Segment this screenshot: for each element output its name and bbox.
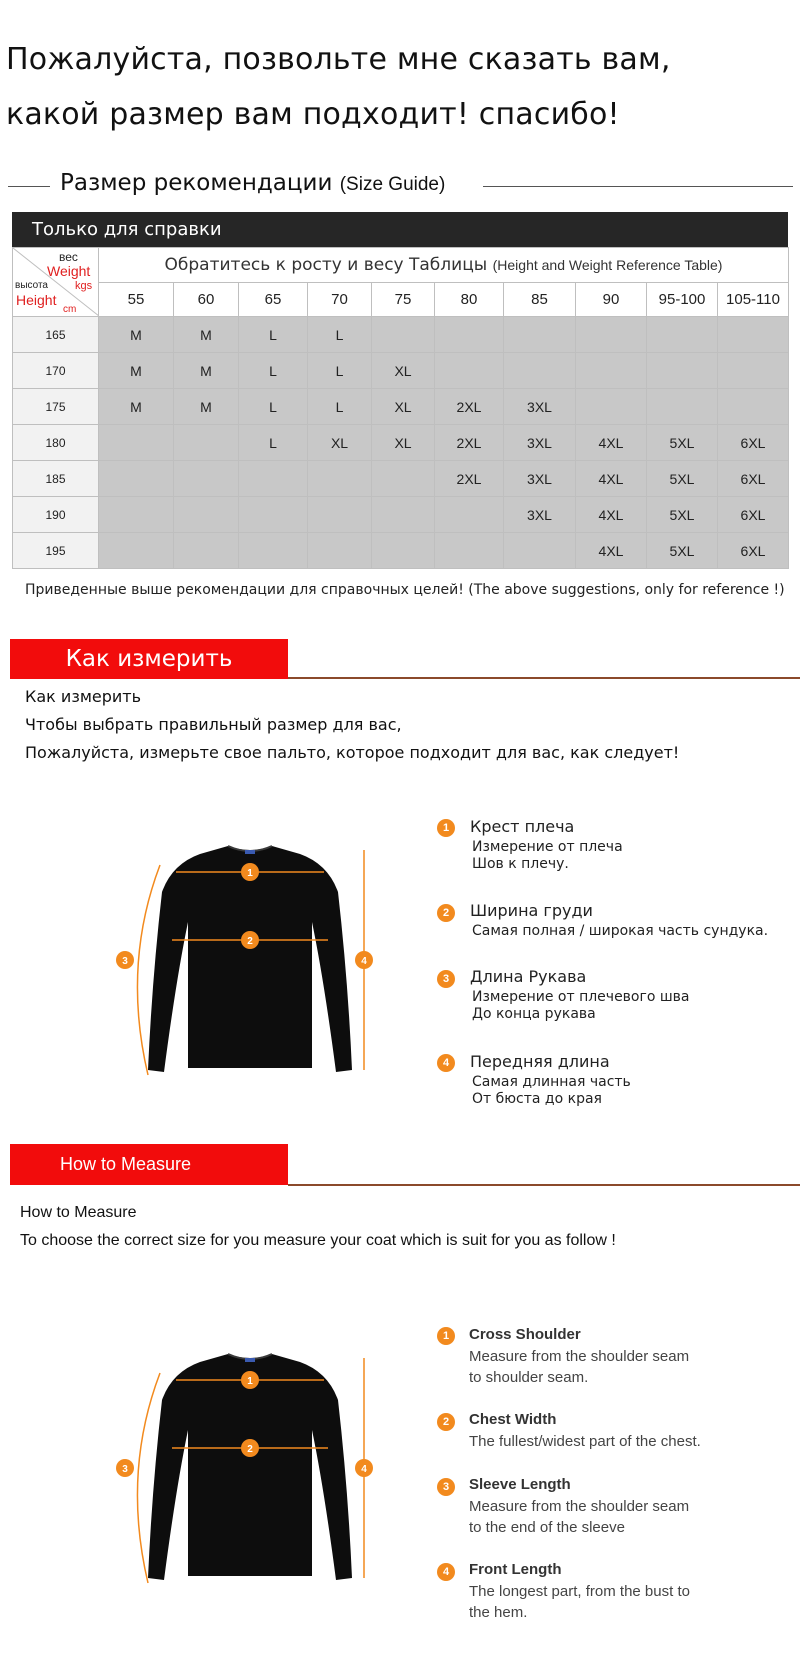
en-item-1-desc-2: to shoulder seam. — [469, 1369, 589, 1386]
weight-col-80: 80 — [435, 283, 504, 317]
size-cell — [99, 533, 174, 569]
en-item-3-badge: 3 — [437, 1478, 455, 1496]
size-cell — [504, 533, 576, 569]
en-item-2-desc-1: The fullest/widest part of the chest. — [469, 1433, 701, 1450]
size-cell — [435, 353, 504, 389]
size-cell: 3XL — [504, 461, 576, 497]
weight-col-75: 75 — [372, 283, 435, 317]
size-cell — [435, 317, 504, 353]
en-item-4-title: Front Length — [469, 1561, 562, 1578]
size-cell: 5XL — [647, 533, 718, 569]
corner-weight-unit: kgs — [75, 280, 93, 292]
size-guide-title-en: (Size Guide) — [339, 174, 446, 195]
weight-col-70: 70 — [308, 283, 372, 317]
size-cell: XL — [372, 425, 435, 461]
size-cell — [504, 353, 576, 389]
size-table-body — [13, 317, 789, 569]
ru-item-2-desc-1: Самая полная / широкая часть сундука. — [472, 923, 769, 939]
size-cell — [239, 497, 308, 533]
corner-weight-ru: вес — [59, 250, 78, 264]
row-height-label: 165 — [13, 317, 99, 353]
corner-height-unit: cm — [63, 304, 77, 315]
row-height-label: 185 — [13, 461, 99, 497]
size-cell — [576, 317, 647, 353]
en-item-4-desc-1: The longest part, from the bust to — [469, 1583, 690, 1600]
size-cell: L — [308, 353, 372, 389]
size-cell: 4XL — [576, 497, 647, 533]
size-cell: 4XL — [576, 461, 647, 497]
size-table — [12, 247, 789, 569]
en-item-4-desc-2: the hem. — [469, 1604, 528, 1621]
size-cell — [99, 425, 174, 461]
ru-item-1-badge: 1 — [437, 819, 455, 837]
size-cell: 5XL — [647, 461, 718, 497]
svg-text:4: 4 — [361, 956, 367, 967]
ru-line-2: Чтобы выбрать правильный размер для вас, — [25, 715, 402, 734]
intro-line-1: Пожалуйста, позвольте мне сказать вам, — [6, 42, 671, 77]
size-cell — [576, 389, 647, 425]
guide-rule-left — [8, 186, 50, 187]
size-cell: 6XL — [718, 497, 789, 533]
size-cell: M — [99, 353, 174, 389]
size-cell — [174, 497, 239, 533]
size-cell: XL — [372, 389, 435, 425]
size-cell — [99, 461, 174, 497]
size-cell — [718, 389, 789, 425]
ru-item-1-desc-1: Измерение от плеча — [472, 839, 623, 855]
size-cell: L — [239, 389, 308, 425]
size-cell — [718, 317, 789, 353]
weight-col-90: 90 — [576, 283, 647, 317]
size-cell — [435, 533, 504, 569]
table-corner-cell — [13, 248, 99, 317]
svg-text:2: 2 — [247, 936, 253, 947]
sweater-label — [245, 850, 255, 854]
ru-line-3: Пожалуйста, измерьте свое пальто, которое подходит для вас, как следует! — [25, 743, 680, 762]
size-cell: 3XL — [504, 497, 576, 533]
reference-title-ru: Обратитесь к росту и весу Таблицы — [164, 255, 488, 275]
size-cell: 5XL — [647, 425, 718, 461]
row-height-label: 195 — [13, 533, 99, 569]
en-item-3-desc-2: to the end of the sleeve — [469, 1519, 625, 1536]
size-cell — [174, 533, 239, 569]
table-row — [13, 389, 789, 425]
ru-item-1-title: Крест плеча — [470, 817, 575, 836]
size-cell: 6XL — [718, 533, 789, 569]
size-cell: 2XL — [435, 389, 504, 425]
size-cell: M — [174, 389, 239, 425]
size-cell — [647, 389, 718, 425]
size-cell: M — [99, 389, 174, 425]
size-cell — [308, 497, 372, 533]
section-banner-en: How to Measure — [10, 1144, 288, 1185]
size-cell: L — [239, 425, 308, 461]
reference-note: Приведенные выше рекомендации для справочных целей! (The above suggestions, only for reference !) — [25, 582, 785, 598]
en-item-4-badge: 4 — [437, 1563, 455, 1581]
en-line-2: To choose the correct size for you measure your coat which is suit for you as follow ! — [20, 1232, 616, 1249]
size-cell: 3XL — [504, 389, 576, 425]
size-cell — [718, 353, 789, 389]
size-cell: M — [174, 353, 239, 389]
weight-col-60: 60 — [174, 283, 239, 317]
ru-line-1: Как измерить — [25, 687, 142, 706]
en-item-1-badge: 1 — [437, 1327, 455, 1345]
en-item-3-desc-1: Measure from the shoulder seam — [469, 1498, 690, 1515]
table-header: Только для справки — [12, 212, 788, 247]
row-height-label: 175 — [13, 389, 99, 425]
size-cell: 6XL — [718, 461, 789, 497]
table-row — [13, 461, 789, 497]
ru-item-1-desc-2: Шов к плечу. — [472, 856, 569, 872]
size-cell: 2XL — [435, 425, 504, 461]
ru-item-3-title: Длина Рукава — [470, 967, 587, 986]
en-line-1: How to Measure — [20, 1204, 137, 1221]
section-rule-en — [288, 1184, 800, 1186]
size-cell: L — [308, 389, 372, 425]
weight-col-95-100: 95-100 — [647, 283, 718, 317]
weight-col-65: 65 — [239, 283, 308, 317]
size-cell — [372, 461, 435, 497]
size-cell — [174, 461, 239, 497]
corner-weight-en: Weight — [47, 263, 91, 279]
size-cell: 4XL — [576, 425, 647, 461]
size-cell — [647, 317, 718, 353]
table-row — [13, 497, 789, 533]
sweater-diagram-en — [100, 1338, 390, 1588]
size-cell: L — [239, 317, 308, 353]
en-item-1-title: Cross Shoulder — [469, 1326, 581, 1343]
row-height-label: 180 — [13, 425, 99, 461]
table-row — [13, 317, 789, 353]
size-cell — [308, 461, 372, 497]
en-item-2-badge: 2 — [437, 1413, 455, 1431]
en-item-1-desc-1: Measure from the shoulder seam — [469, 1348, 690, 1365]
size-cell — [372, 317, 435, 353]
size-guide-title-ru: Размер рекомендации — [60, 170, 333, 196]
svg-text:1: 1 — [247, 868, 253, 879]
corner-height-ru: высота — [15, 280, 48, 291]
svg-text:3: 3 — [122, 956, 128, 967]
table-row — [13, 533, 789, 569]
size-cell: 5XL — [647, 497, 718, 533]
size-cell — [372, 533, 435, 569]
weight-col-85: 85 — [504, 283, 576, 317]
ru-item-4-desc-1: Самая длинная часть — [472, 1074, 631, 1090]
reference-title-en: (Height and Weight Reference Table) — [492, 257, 723, 273]
size-cell — [647, 353, 718, 389]
guide-rule-right — [483, 186, 793, 187]
svg-text:4: 4 — [361, 1464, 367, 1475]
table-row — [13, 425, 789, 461]
reference-table-title — [99, 248, 789, 283]
size-cell — [239, 461, 308, 497]
sweater-label — [245, 1358, 255, 1362]
ru-item-3-desc-2: До конца рукава — [472, 1006, 596, 1022]
en-item-2-title: Chest Width — [469, 1411, 557, 1428]
corner-height-en: Height — [16, 292, 57, 308]
ru-item-2-title: Ширина груди — [470, 901, 593, 920]
ru-item-3-badge: 3 — [437, 970, 455, 988]
ru-item-4-badge: 4 — [437, 1054, 455, 1072]
ru-item-4-title: Передняя длина — [470, 1052, 610, 1071]
size-cell — [372, 497, 435, 533]
size-cell — [576, 353, 647, 389]
ru-item-2-badge: 2 — [437, 904, 455, 922]
size-cell: XL — [308, 425, 372, 461]
size-cell: M — [174, 317, 239, 353]
ru-item-3-desc-1: Измерение от плечевого шва — [472, 989, 690, 1005]
size-cell — [99, 497, 174, 533]
section-rule-ru — [288, 677, 800, 679]
size-cell — [239, 533, 308, 569]
svg-text:2: 2 — [247, 1444, 253, 1455]
size-cell: L — [239, 353, 308, 389]
size-cell: 4XL — [576, 533, 647, 569]
size-cell: 6XL — [718, 425, 789, 461]
size-cell — [174, 425, 239, 461]
svg-text:1: 1 — [247, 1376, 253, 1387]
size-cell: 2XL — [435, 461, 504, 497]
row-height-label: 170 — [13, 353, 99, 389]
section-banner-ru: Как измерить — [10, 639, 288, 679]
ru-item-4-desc-2: От бюста до края — [472, 1091, 602, 1107]
sweater-diagram-ru — [100, 830, 390, 1080]
size-guide-title — [60, 170, 445, 196]
weight-col-105-110: 105-110 — [718, 283, 789, 317]
table-row — [13, 353, 789, 389]
size-cell: 3XL — [504, 425, 576, 461]
size-cell: L — [308, 317, 372, 353]
intro-line-2: какой размер вам подходит! спасибо! — [6, 97, 620, 132]
en-item-3-title: Sleeve Length — [469, 1476, 571, 1493]
size-cell: XL — [372, 353, 435, 389]
row-height-label: 190 — [13, 497, 99, 533]
weight-col-55: 55 — [99, 283, 174, 317]
size-cell — [308, 533, 372, 569]
size-cell — [435, 497, 504, 533]
size-cell — [504, 317, 576, 353]
svg-text:3: 3 — [122, 1464, 128, 1475]
size-cell: M — [99, 317, 174, 353]
